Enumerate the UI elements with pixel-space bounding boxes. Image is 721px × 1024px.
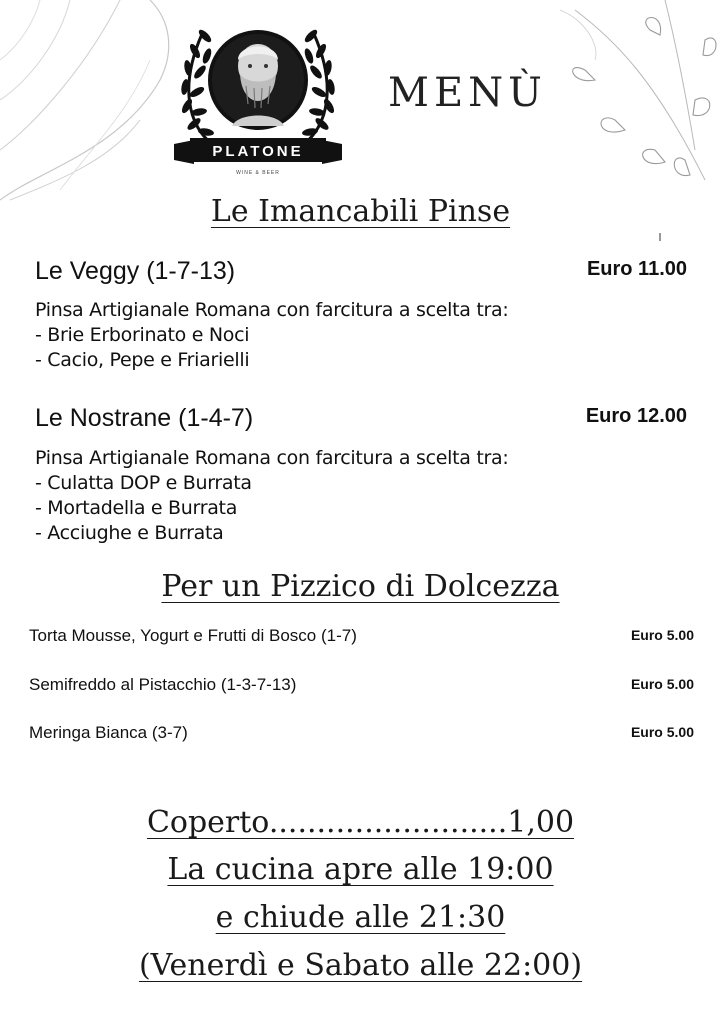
dessert-item-name: Meringa Bianca (3-7) — [29, 723, 188, 742]
section-title-dolci: Per un Pizzico di Dolcezza — [161, 569, 560, 604]
platone-logo — [172, 14, 344, 180]
brand-tagline: WINE & BEER — [236, 170, 280, 176]
menu-item-description — [35, 446, 508, 546]
dessert-item-price: Euro 5.00 — [630, 676, 694, 692]
menu-item-name: Le Veggy (1-7-13) — [35, 257, 236, 285]
footer-closing: e chiude alle 21:30 — [215, 900, 506, 935]
description-line: Pinsa Artigianale Romana con farcitura a scelta tra: — [35, 299, 509, 321]
leaf-decoration-right — [555, 0, 721, 185]
description-line: - Acciughe e Burrata — [35, 522, 224, 544]
description-line: - Culatta DOP e Burrata — [35, 472, 252, 494]
brand-name: PLATONE — [212, 143, 304, 160]
menu-item-price: Euro 11.00 — [586, 258, 687, 280]
footer-weekend: (Venerdì e Sabato alle 22:00) — [138, 948, 583, 983]
section-title-pinse: Le Imancabili Pinse — [210, 194, 511, 229]
menu-item-name: Le Nostrane (1-4-7) — [35, 404, 254, 432]
dessert-item-price: Euro 5.00 — [630, 627, 694, 643]
dessert-item-name: Semifreddo al Pistacchio (1-3-7-13) — [29, 675, 297, 694]
small-mark — [659, 233, 661, 241]
description-line: - Cacio, Pepe e Friarielli — [35, 349, 250, 371]
dessert-item-price: Euro 5.00 — [630, 724, 694, 740]
footer-opening: La cucina apre alle 19:00 — [167, 852, 554, 887]
description-line: - Brie Erborinato e Noci — [35, 324, 250, 346]
dessert-item-name: Torta Mousse, Yogurt e Frutti di Bosco (1-7) — [29, 626, 357, 645]
description-line: Pinsa Artigianale Romana con farcitura a scelta tra: — [35, 447, 509, 469]
menu-item-price: Euro 12.00 — [585, 405, 687, 427]
leaf-decoration-left — [0, 0, 180, 210]
description-line: - Mortadella e Burrata — [35, 497, 238, 519]
menu-item-description — [35, 298, 508, 373]
page-title: MENÙ — [388, 70, 547, 116]
footer-coperto: Coperto.........................1,00 — [146, 805, 575, 840]
